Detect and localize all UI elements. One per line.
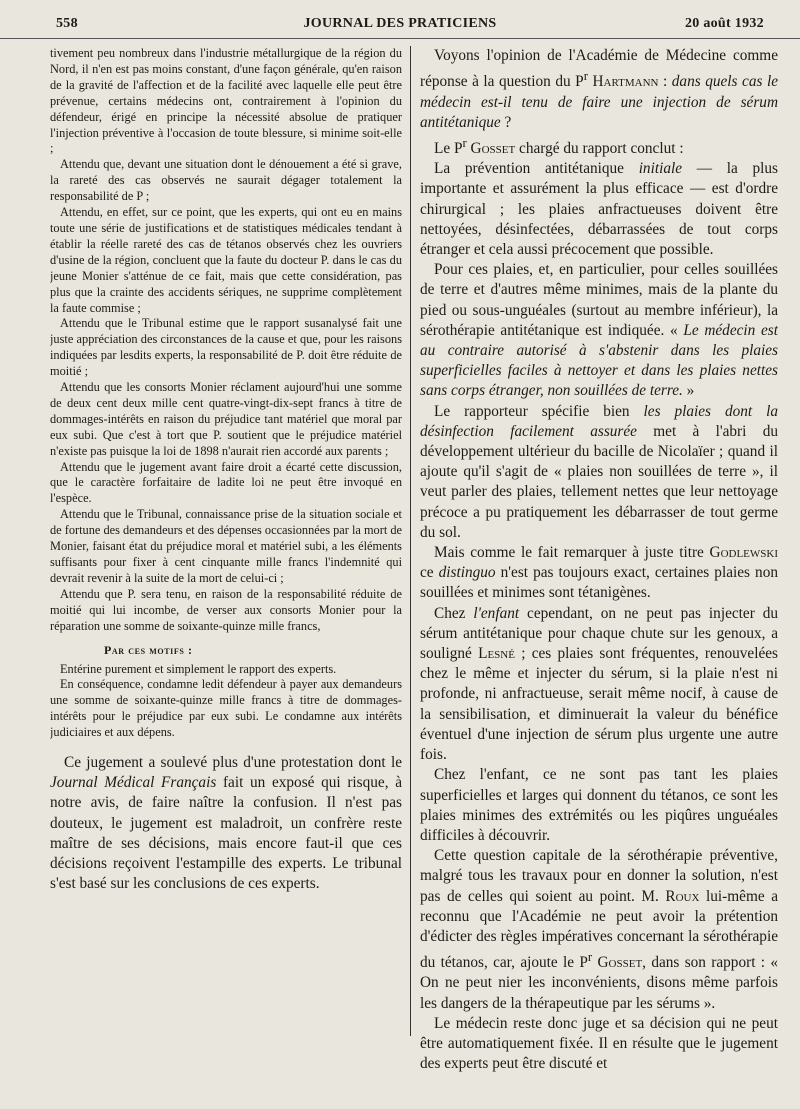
paragraph: Cette question capitale de la sérothérapie préventive, malgré tous les travaux pour en donner la solution, n'est pas de celles qui soient au point. M. Roux lui-même a reconnu que l'Académie ne peut avoir la prétention d'édicter des règles impératives concernant la sérothérapie du tétanos, car, ajoute le $P^r$ Gosset, dans son rapport : « On ne peut nier les inconvénients, disons même parfois les dangers de la thérapeutique par les sérums ». — [420, 847, 778, 1012]
paragraph: Attendu que les consorts Monier réclament aujourd'hui une somme de deux cent deux mille cent quatre-vingt-dix-sept francs à titre de dommages-intérêts en raison du préjudice tant matériel que moral par eux subi. Que c'est à tort que P. soutient que le préjudice matériel n'existe pas puisque la loi de 1898 n'aurait rien accordé aux parents ; — [50, 380, 402, 458]
paragraph: tivement peu nombreux dans l'industrie métallurgique de la région du Nord, il n'en est pas moins constant, d'une façon générale, qu'en raison de la gravité de l'affection et de la facilité avec laquelle elle peut être prévenue, certains médecins ont, contrairement à l'opinion du défendeur, érigé en principe la nécessité absolue de pratiquer l'injection préventive à l'occasion de toute blessure, si minime soit-elle ; — [50, 46, 402, 156]
paragraph: Chez l'enfant, ce ne sont pas tant les plaies superficielles et larges qui donnent du tétanos, ce sont les plaies minimes des extrémités ou les piqûres unguéales difficiles à découvrir. — [420, 766, 778, 844]
paragraph: Attendu que le Tribunal estime que le rapport susanalysé fait une juste appréciation des circonstances de la cause et que, pour les raisons indiquées par lesdits experts, la responsabilité de P. doit être réduite de moitié ; — [50, 316, 402, 379]
paragraph: En conséquence, condamne ledit défendeur à payer aux demandeurs une somme de soixante-quinze mille francs à titre de dommages-intérêts pour le préjudice par eux subi. Le condamne aux intérêts judiciaires et aux dépens. — [50, 677, 402, 740]
left-column — [50, 46, 402, 894]
paragraph: Voyons l'opinion de l'Académie de Médecine comme réponse à la question du $P^r$ Hartmann : dans quels cas le médecin est-il tenu de faire une injection de sérum antitétanique ? — [420, 47, 778, 131]
section-heading: Par ces motifs : — [104, 642, 193, 657]
paragraph: Le $P^r$ Gosset chargé du rapport conclut : — [434, 135, 684, 157]
person-name: Gosset — [470, 140, 516, 157]
paragraph: Mais comme le fait remarquer à juste titre Godlewski ce distinguo n'est pas toujours exact, certaines plaies non souillées et minimes sont tétanigènes. — [420, 544, 778, 602]
paragraph: Chez l'enfant cependant, on ne peut pas injecter du sérum antitétanique pour chaque chute sur les genoux, a souligné Lesné ; ces plaies sont fréquentes, renouvelées chez le même et injecter du sérum, si la plaie n'est ni profonde, ni anfractueuse, serait même nocif, à cause de la sensibilisation, et diminuerait la valeur du bénéfice éventuel d'une injection de sérum plus urgente une autre fois. — [420, 604, 778, 764]
issue-date: 20 août 1932 — [684, 16, 764, 31]
paragraph: Attendu que le jugement avant faire droit a écarté cette discussion, que le caractère forfaitaire de ladite loi ne peut être invoqué en l'espèce. — [50, 459, 402, 506]
right-column — [420, 46, 778, 1074]
person-name: Godlewski — [709, 544, 778, 562]
person-name: Gosset — [597, 954, 643, 972]
paragraph: Le rapporteur spécifie bien les plaies dont la désinfection facilement assurée met à l'abri du développement ultérieur du bacille de Nicolaïer ; quand il ajoute qu'il s'agit de « plaies non souillées de terre », il veut parler des plaies, tellement nettes que leur nettoyage précoce a pu pratiquement les débarrasser de tout germe du sol. — [420, 402, 778, 541]
journal-title: JOURNAL DES PRATICIENS — [303, 16, 497, 31]
paragraph: Attendu que, devant une situation dont le dénouement a été si grave, la rareté des cas observés ne saurait dégager totalement la responsabilité de P ; — [50, 157, 402, 204]
paragraph: Attendu, en effet, sur ce point, que les experts, qui ont eu en mains toute une série de justifications et de statistiques médicales tendant à établir la réelle rareté des cas de tétanos observés chez les ouvriers d'usine de la région, concluent que la faute du docteur P. dans le cas du jeune Monier s'atténue de ce fait, mais que cette considération, pas plus que la crainte des accidents sériques, ne supprime complètement la faute commise ; — [50, 205, 402, 315]
paragraph: Entérine purement et simplement le rapport des experts. — [60, 661, 337, 676]
commentary-paragraph: Ce jugement a soulevé plus d'une protestation dont le Journal Médical Français fait un exposé qui risque, à notre avis, de faire naître la confusion. Il n'est pas douteux, le jugement est maladroit, un confrère reste maître de ses décisions, mais encore faut-il que ces décisions reçoivent l'estampille des experts. Le tribunal s'est basé sur les conclusions de ces experts. — [50, 754, 402, 893]
journal-name: Journal Médical Français — [50, 774, 217, 792]
paragraph: Attendu que P. sera tenu, en raison de la responsabilité réduite de moitié qui lui incombe, de verser aux consorts Monier pour la réparation une somme de soixante-quinze mille francs, — [50, 586, 402, 633]
page-number: 558 — [56, 16, 78, 31]
paragraph: Attendu que le Tribunal, connaissance prise de la situation sociale et de fortune des demandeurs et des dépenses occasionnées par la mort de Monier, faisant état du préjudice moral et matériel subi, a les éléments suffisants pour fixer à cent cinquante mille francs l'indemnité qui devrait revenir à la suite de la mort de celui-ci ; — [50, 507, 402, 585]
person-name: Lesné — [478, 645, 515, 663]
paragraph: Pour ces plaies, et, en particulier, pour celles souillées de terre et d'autres même minimes, mais de la plante du pied ou sous-unguéales (surtout au membre inférieur), la sérothérapie antitétanique est indiquée. « Le médecin est au contraire autorisé à s'abstenir dans les plaies superficielles faciles à nettoyer et dans les plaies nettes sans corps étranger, non souillées de terre. » — [420, 261, 778, 400]
column-divider — [410, 46, 411, 1036]
paragraph: La prévention antitétanique initiale — la plus importante et assurément la plus efficace — est d'ordre chirurgical ; les plaies anfractueuses doivent être nettoyées, désinfectées, débarrassées de tout corps étranger et cela aussi précocement que possible. — [420, 160, 778, 259]
page-header — [0, 14, 800, 39]
person-name: Roux — [665, 887, 700, 905]
person-name: Hartmann — [592, 73, 659, 91]
paragraph: Le médecin reste donc juge et sa décision qui ne peut être automatiquement fixée. Il en résulte que le jugement des experts peut être discuté et — [420, 1014, 778, 1073]
